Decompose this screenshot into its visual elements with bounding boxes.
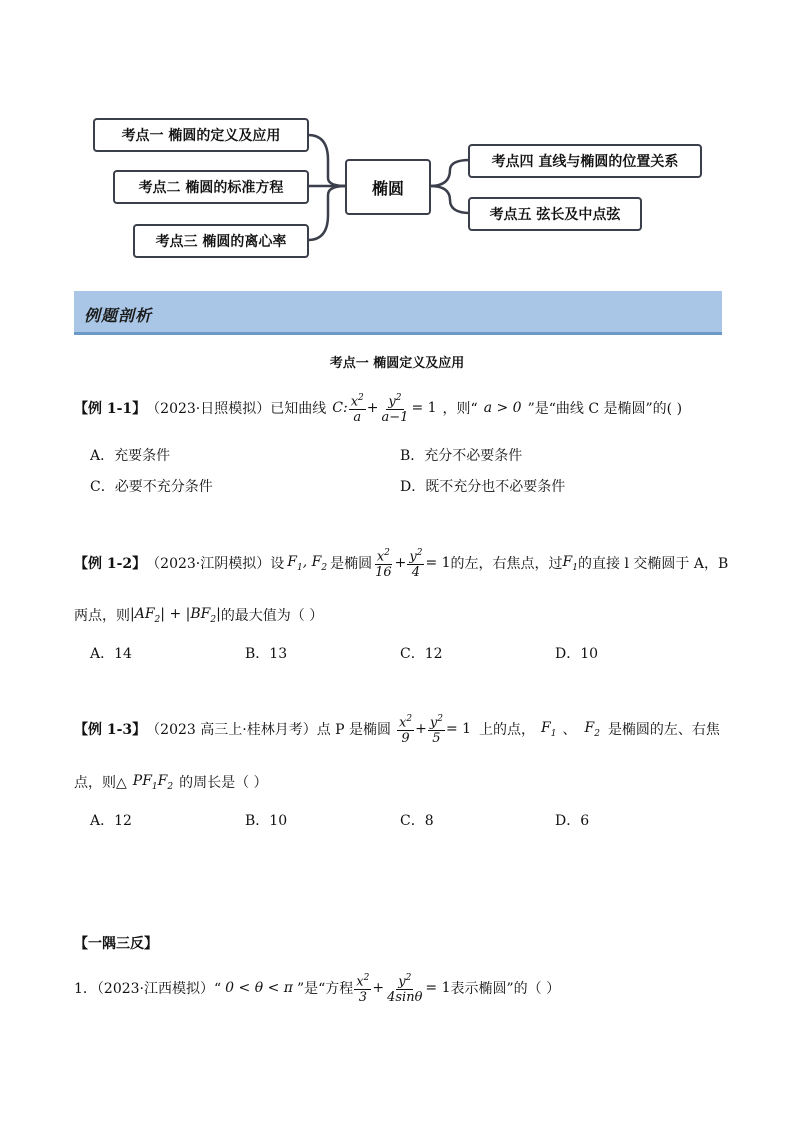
practice-title: 【一隅三反】: [74, 936, 158, 952]
plus-sign: +: [394, 555, 407, 571]
option-b[interactable]: B．充分不必要条件: [400, 448, 523, 464]
fraction: $\frac{x^2}{3}$: [356, 972, 370, 1006]
example-1-2-line2: [74, 603, 323, 627]
option-a[interactable]: A．充要条件: [90, 448, 171, 464]
mindmap-node-left-1: 考点一 椭圆的定义及应用: [93, 118, 309, 152]
equals-one: = 1: [445, 721, 472, 737]
example-tag: 【例 1-1】: [74, 401, 147, 417]
example-text: 是椭圆的左、右焦: [607, 722, 720, 738]
option-d[interactable]: D．10: [555, 646, 599, 662]
example-1-3-line2: [74, 770, 268, 794]
formula: $F_1$: [562, 553, 578, 573]
example-source: （2023·日照模拟）已知曲线: [146, 401, 327, 417]
example-source: （2023 高三上·桂林月考）点 P 是椭圆: [146, 722, 392, 738]
separator: 、: [562, 722, 577, 738]
plus-sign: +: [372, 980, 385, 996]
example-text: ”是“曲线 C 是椭圆”的( ): [527, 401, 683, 417]
option-c[interactable]: C．必要不充分条件: [90, 479, 213, 495]
formula: $F_1$: [541, 719, 557, 739]
option-c[interactable]: C．8: [400, 813, 434, 829]
section-title: 考点一 椭圆定义及应用: [329, 356, 465, 371]
example-text: 是椭圆: [330, 556, 373, 572]
condition: a > 0: [483, 400, 522, 416]
formula: $F_1$, $F_2$: [287, 553, 328, 573]
example-1-3: [74, 711, 720, 747]
example-tag: 【例 1-3】: [74, 722, 147, 738]
example-text: ，则“: [442, 401, 478, 417]
formula: C:: [332, 400, 348, 416]
banner-title: 例题剖析: [84, 306, 153, 325]
example-text: 的最大值为（ ）: [220, 608, 324, 624]
question-text: ”是“方程: [296, 981, 354, 997]
example-text: 的左，右焦点，过: [450, 556, 563, 572]
fraction: $\frac{y^2}{a-1}$: [381, 392, 409, 426]
mindmap-center-node: 椭圆: [345, 159, 431, 215]
fraction: $\frac{y^2}{4\sin\theta}$: [387, 972, 423, 1006]
mindmap-node-right-2: 考点五 弦长及中点弦: [468, 197, 642, 231]
example-source: （2023·江阴模拟）设: [146, 556, 285, 572]
option-d[interactable]: D．6: [555, 813, 590, 829]
option-a[interactable]: A．12: [90, 813, 132, 829]
fraction: $\frac{y^2}{4}$: [409, 547, 423, 581]
example-text: 两点，则: [74, 608, 130, 624]
example-text: 上的点，: [479, 722, 536, 738]
example-text: 的直接 l 交椭圆于 A，B: [578, 556, 729, 572]
formula: $PF_1F_2$: [132, 772, 174, 792]
formula: $F_2$: [584, 719, 600, 739]
option-b[interactable]: B．13: [245, 646, 288, 662]
mindmap-node-left-3: 考点三 椭圆的离心率: [133, 224, 309, 258]
mindmap-node-left-2: 考点二 椭圆的标准方程: [113, 170, 309, 204]
question-text: 表示椭圆”的（ ）: [450, 981, 561, 997]
equals-one: = 1: [411, 400, 437, 416]
section-banner: [74, 291, 722, 335]
option-a[interactable]: A．14: [90, 646, 132, 662]
plus-sign: +: [415, 721, 427, 737]
option-d[interactable]: D．既不充分也不必要条件: [400, 479, 566, 495]
fraction: $\frac{x^2}{16}$: [375, 547, 392, 581]
example-1-2: [74, 545, 728, 581]
equals-one: = 1: [425, 980, 451, 996]
question-text: 1．（2023·江西模拟）“: [74, 981, 222, 997]
fraction: $\frac{x^2}{a}$: [350, 392, 364, 426]
equals-one: = 1: [425, 555, 451, 571]
example-tag: 【例 1-2】: [74, 556, 147, 572]
mindmap-node-right-1: 考点四 直线与椭圆的位置关系: [468, 144, 702, 178]
practice-question-1: [74, 970, 560, 1006]
plus-sign: +: [366, 400, 379, 416]
condition: 0 < θ < π: [225, 980, 293, 996]
formula: $|AF_2| + |BF_2|$: [130, 605, 221, 625]
fraction: $\frac{x^2}{9}$: [399, 713, 413, 747]
option-c[interactable]: C．12: [400, 646, 443, 662]
example-text: 的周长是（ ）: [179, 775, 268, 791]
option-b[interactable]: B．10: [245, 813, 288, 829]
example-1-1: [74, 390, 682, 426]
fraction: $\frac{y^2}{5}$: [429, 713, 443, 747]
example-text: 点，则△: [74, 775, 127, 791]
